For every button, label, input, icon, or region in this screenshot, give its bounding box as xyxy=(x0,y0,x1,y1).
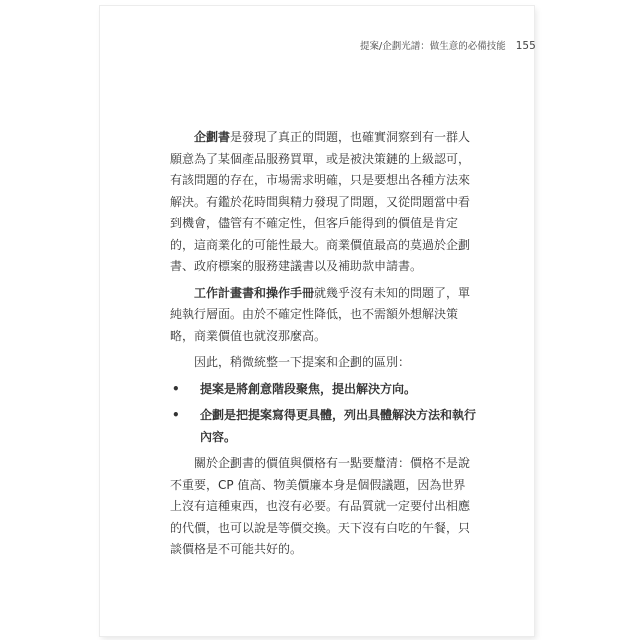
bullet-item-1 xyxy=(170,379,476,401)
body-text xyxy=(170,127,476,566)
bullet-item-2 xyxy=(170,405,476,448)
closing-text: 關於企劃書的價值與價格有一點要釐清：價格不是說不重要，CP 值高、物美價廉本身是個假議題，因為世界上沒有這種東西，也沒有必要。有品質就一定要付出相應的代價，也可以說是等價交換。天下沒有白吃的午餐，只談價格是不可能共好的。 xyxy=(170,456,471,556)
running-header xyxy=(360,38,536,52)
bullet-dot-icon: • xyxy=(172,408,180,422)
page-number: 155 xyxy=(515,40,536,52)
bullet-1-text: 提案是將創意階段聚焦，提出解決方向。 xyxy=(200,381,417,396)
paragraph-1-text: 是發現了真正的問題，也確實洞察到有一群人願意為了某個產品服務買單，或是被決策鏈的上級認可，有該問題的存在，市場需求明確，只是要想出各種方法來解決。有鑑於花時間與精力發現了問題，又從問題當中看到機會，儘管有不確定性，但客戶能得到的價值是肯定的，這商業化的可能性最大。商業價值最高的莫過於企劃書、政府標案的服務建議書以及補助款申請書。 xyxy=(170,130,471,273)
paragraph-closing xyxy=(170,453,476,561)
paragraph-2-text: 就幾乎沒有未知的問題了，單純執行層面。由於不確定性降低，也不需額外想解決策略，商業價值也就沒那麼高。 xyxy=(170,285,471,343)
paragraph-1 xyxy=(170,127,476,278)
paragraph-3 xyxy=(170,352,476,374)
paragraph-3-text: 因此，稍微統整一下提案和企劃的區別： xyxy=(194,355,411,369)
paragraph-2-lead: 工作計畫書和操作手冊 xyxy=(194,285,315,300)
paragraph-1-lead: 企劃書 xyxy=(194,130,231,144)
bullet-dot-icon: • xyxy=(172,381,180,396)
chapter-title: 提案/企劃光譜：做生意的必備技能 xyxy=(360,41,506,52)
paragraph-2 xyxy=(170,283,476,348)
bullet-2-text: 企劃是把提案寫得更具體，列出具體解決方法和執行內容。 xyxy=(200,408,477,444)
